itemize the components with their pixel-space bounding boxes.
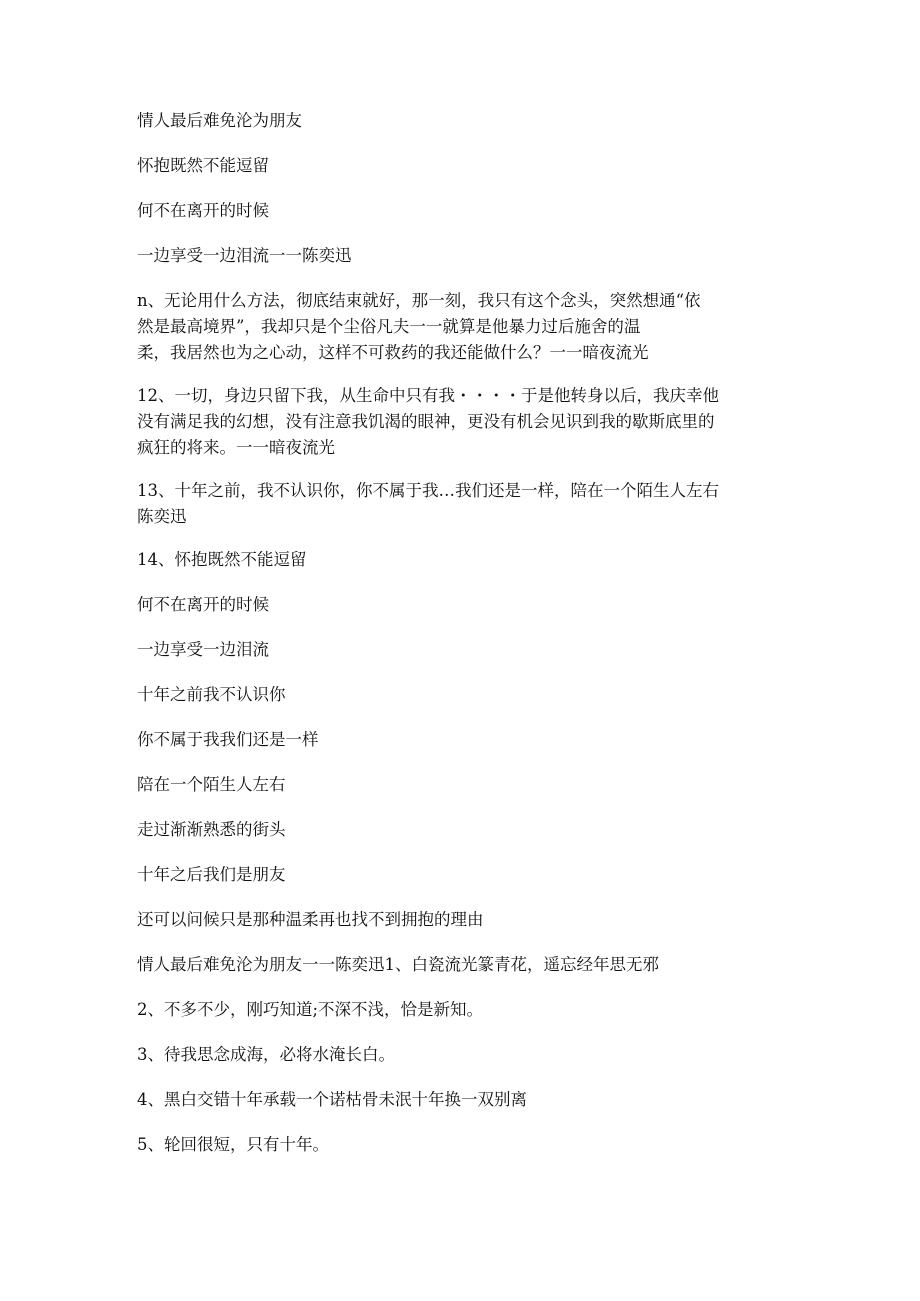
text-line: 12、一切，身边只留下我，从生命中只有我・・・・于是他转身以后，我庆幸他 bbox=[137, 386, 719, 405]
text-line: 情人最后难免沦为朋友一一陈奕迅1、白瓷流光篆青花，遥忘经年思无邪 bbox=[137, 955, 659, 974]
paragraph bbox=[137, 243, 797, 269]
text-line: 情人最后难免沦为朋友 bbox=[137, 111, 302, 130]
paragraph bbox=[137, 1087, 797, 1113]
text-line: 疯狂的将来。一一暗夜流光 bbox=[137, 438, 335, 457]
paragraph bbox=[137, 952, 797, 978]
text-line: 4、黑白交错十年承载一个诺枯骨未泯十年换一双别离 bbox=[137, 1090, 527, 1109]
text-line: 一边享受一边泪流 bbox=[137, 640, 269, 659]
paragraph bbox=[137, 198, 797, 224]
paragraph bbox=[137, 108, 797, 134]
text-line: n、无论用什么方法，彻底结束就好，那一刻，我只有这个念头，突然想通“依 bbox=[137, 291, 701, 310]
text-line: 14、怀抱既然不能逗留 bbox=[137, 550, 307, 569]
text-line: 13、十年之前，我不认识你，你不属于我…我们还是一样，陪在一个陌生人左右 bbox=[137, 481, 719, 500]
text-line: 走过渐渐熟悉的街头 bbox=[137, 820, 286, 839]
text-line: 2、不多不少，刚巧知道;不深不浅，恰是新知。 bbox=[137, 1000, 484, 1019]
paragraph bbox=[137, 478, 797, 530]
paragraph bbox=[137, 1042, 797, 1068]
text-line: 然是最高境界”，我却只是个尘俗凡夫一一就算是他暴力过后施舍的温 bbox=[137, 317, 641, 336]
paragraph bbox=[137, 637, 797, 663]
text-line: 你不属于我我们还是一样 bbox=[137, 730, 319, 749]
paragraph bbox=[137, 907, 797, 933]
paragraph bbox=[137, 727, 797, 753]
paragraph bbox=[137, 772, 797, 798]
paragraph bbox=[137, 817, 797, 843]
paragraph bbox=[137, 547, 797, 573]
text-line: 陪在一个陌生人左右 bbox=[137, 775, 286, 794]
text-line: 没有满足我的幻想，没有注意我饥渴的眼神，更没有机会见识到我的歇斯底里的 bbox=[137, 412, 715, 431]
paragraph bbox=[137, 682, 797, 708]
document-page bbox=[137, 108, 797, 1177]
paragraph bbox=[137, 288, 797, 366]
paragraph bbox=[137, 1132, 797, 1158]
paragraph bbox=[137, 862, 797, 888]
text-line: 何不在离开的时候 bbox=[137, 595, 269, 614]
text-line: 陈奕迅 bbox=[137, 507, 187, 526]
text-line: 怀抱既然不能逗留 bbox=[137, 156, 269, 175]
text-line: 柔，我居然也为之心动，这样不可救药的我还能做什么？一一暗夜流光 bbox=[137, 343, 649, 362]
text-line: 还可以问候只是那种温柔再也找不到拥抱的理由 bbox=[137, 910, 484, 929]
text-line: 5、轮回很短，只有十年。 bbox=[137, 1135, 329, 1154]
paragraph bbox=[137, 592, 797, 618]
paragraph bbox=[137, 997, 797, 1023]
paragraph bbox=[137, 383, 797, 461]
text-line: 3、待我思念成海，必将水淹长白。 bbox=[137, 1045, 395, 1064]
paragraph bbox=[137, 153, 797, 179]
text-line: 何不在离开的时候 bbox=[137, 201, 269, 220]
text-line: 一边享受一边泪流一一陈奕迅 bbox=[137, 246, 352, 265]
text-line: 十年之前我不认识你 bbox=[137, 685, 286, 704]
text-line: 十年之后我们是朋友 bbox=[137, 865, 286, 884]
